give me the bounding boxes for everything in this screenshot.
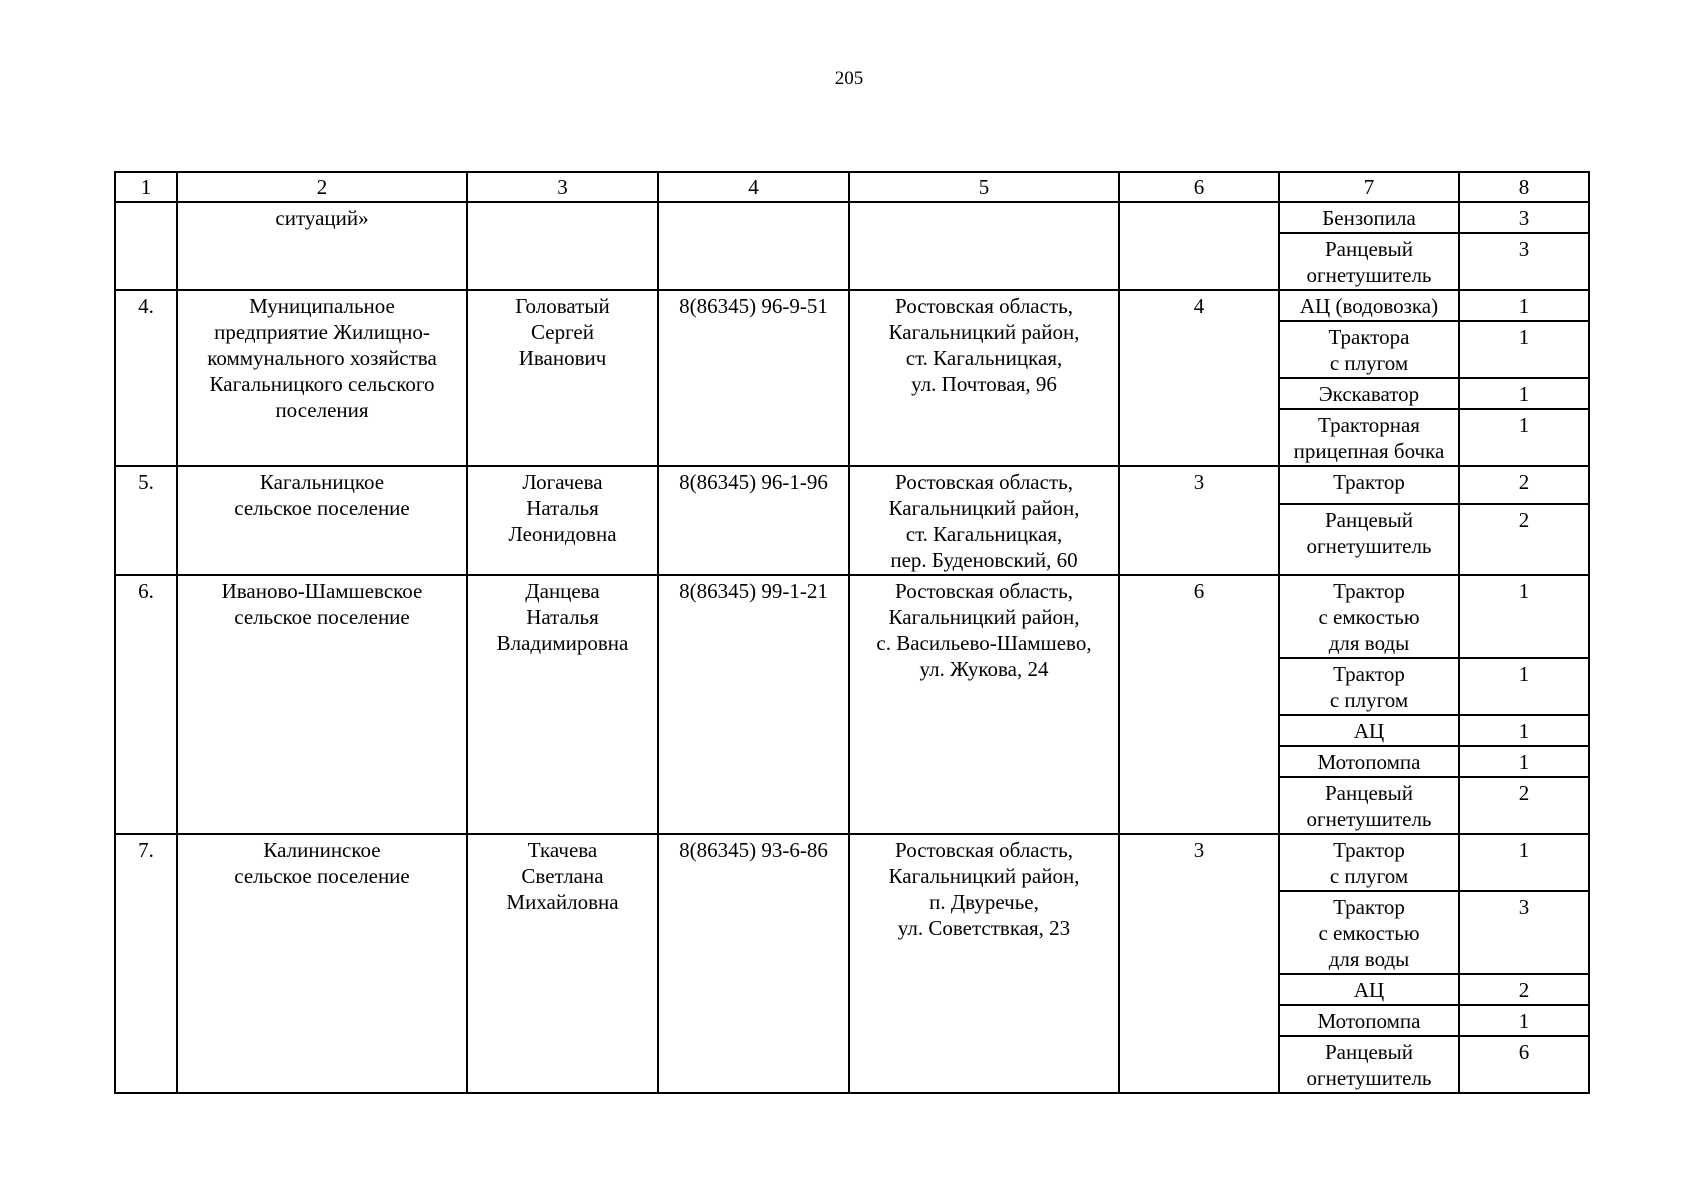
- column-header: 6: [1119, 172, 1279, 202]
- equipment-name-cell: Ранцевый огнетушитель: [1279, 777, 1459, 834]
- address-cell: Ростовская область, Кагальницкий район, п. Двуречье, ул. Советствкая, 23: [849, 834, 1119, 1093]
- row-number-cell: [115, 202, 177, 290]
- organization-cell: Иваново-Шамшевское сельское поселение: [177, 575, 467, 834]
- column-header: 5: [849, 172, 1119, 202]
- column-header: 8: [1459, 172, 1589, 202]
- equipment-qty-cell: 3: [1459, 233, 1589, 290]
- equipment-qty-cell: 1: [1459, 409, 1589, 466]
- row-number-cell: 6.: [115, 575, 177, 834]
- equipment-qty-cell: 2: [1459, 974, 1589, 1005]
- personnel-count-cell: 3: [1119, 834, 1279, 1093]
- equipment-name-cell: Тракторная прицепная бочка: [1279, 409, 1459, 466]
- head-name-cell: [467, 202, 658, 290]
- column-number-row: [115, 172, 1589, 202]
- equipment-qty-cell: 1: [1459, 378, 1589, 409]
- table-row: [115, 202, 1589, 233]
- row-number-cell: 4.: [115, 290, 177, 466]
- phone-cell: 8(86345) 99-1-21: [658, 575, 849, 834]
- equipment-qty-cell: 6: [1459, 1036, 1589, 1093]
- personnel-count-cell: 3: [1119, 466, 1279, 575]
- equipment-qty-cell: 1: [1459, 290, 1589, 321]
- column-header: 1: [115, 172, 177, 202]
- column-header: 2: [177, 172, 467, 202]
- head-name-cell: Ткачева Светлана Михайловна: [467, 834, 658, 1093]
- equipment-name-cell: Трактор с емкостью для воды: [1279, 575, 1459, 658]
- personnel-count-cell: [1119, 202, 1279, 290]
- table-row: [115, 290, 1589, 321]
- address-cell: Ростовская область, Кагальницкий район, ст. Кагальницкая, пер. Буденовский, 60: [849, 466, 1119, 575]
- head-name-cell: Логачева Наталья Леонидовна: [467, 466, 658, 575]
- phone-cell: 8(86345) 96-1-96: [658, 466, 849, 575]
- page-number: 205: [834, 68, 864, 89]
- equipment-name-cell: Трактора с плугом: [1279, 321, 1459, 378]
- equipment-qty-cell: 1: [1459, 321, 1589, 378]
- equipment-qty-cell: 2: [1459, 466, 1589, 504]
- head-name-cell: Головатый Сергей Иванович: [467, 290, 658, 466]
- equipment-name-cell: Мотопомпа: [1279, 746, 1459, 777]
- table-row: [115, 575, 1589, 658]
- equipment-name-cell: Ранцевый огнетушитель: [1279, 1036, 1459, 1093]
- organization-cell: Муниципальное предприятие Жилищно- коммунального хозяйства Кагальницкого сельского поселения: [177, 290, 467, 466]
- equipment-qty-cell: 1: [1459, 834, 1589, 891]
- equipment-name-cell: Ранцевый огнетушитель: [1279, 233, 1459, 290]
- equipment-name-cell: АЦ (водовозка): [1279, 290, 1459, 321]
- row-number-cell: 7.: [115, 834, 177, 1093]
- table-row: [115, 466, 1589, 504]
- table-row: [115, 834, 1589, 891]
- organization-cell: Кагальницкое сельское поселение: [177, 466, 467, 575]
- column-header: 4: [658, 172, 849, 202]
- equipment-name-cell: Трактор с плугом: [1279, 834, 1459, 891]
- equipment-qty-cell: 1: [1459, 746, 1589, 777]
- equipment-name-cell: Экскаватор: [1279, 378, 1459, 409]
- address-cell: [849, 202, 1119, 290]
- equipment-qty-cell: 2: [1459, 777, 1589, 834]
- equipment-qty-cell: 1: [1459, 1005, 1589, 1036]
- equipment-qty-cell: 2: [1459, 504, 1589, 575]
- personnel-count-cell: 6: [1119, 575, 1279, 834]
- phone-cell: 8(86345) 93-6-86: [658, 834, 849, 1093]
- equipment-qty-cell: 3: [1459, 202, 1589, 233]
- equipment-name-cell: АЦ: [1279, 715, 1459, 746]
- organization-cell: Калининское сельское поселение: [177, 834, 467, 1093]
- equipment-qty-cell: 1: [1459, 658, 1589, 715]
- equipment-name-cell: Бензопила: [1279, 202, 1459, 233]
- phone-cell: [658, 202, 849, 290]
- column-header: 7: [1279, 172, 1459, 202]
- equipment-name-cell: Ранцевый огнетушитель: [1279, 504, 1459, 575]
- equipment-qty-cell: 1: [1459, 575, 1589, 658]
- column-header: 3: [467, 172, 658, 202]
- phone-cell: 8(86345) 96-9-51: [658, 290, 849, 466]
- row-number-cell: 5.: [115, 466, 177, 575]
- head-name-cell: Данцева Наталья Владимировна: [467, 575, 658, 834]
- equipment-name-cell: Трактор: [1279, 466, 1459, 504]
- equipment-qty-cell: 3: [1459, 891, 1589, 974]
- equipment-table: [114, 171, 1590, 1094]
- organization-cell: ситуаций»: [177, 202, 467, 290]
- address-cell: Ростовская область, Кагальницкий район, ст. Кагальницкая, ул. Почтовая, 96: [849, 290, 1119, 466]
- personnel-count-cell: 4: [1119, 290, 1279, 466]
- equipment-name-cell: АЦ: [1279, 974, 1459, 1005]
- equipment-qty-cell: 1: [1459, 715, 1589, 746]
- table-body: [115, 172, 1589, 1093]
- equipment-name-cell: Трактор с емкостью для воды: [1279, 891, 1459, 974]
- address-cell: Ростовская область, Кагальницкий район, с. Васильево-Шамшево, ул. Жукова, 24: [849, 575, 1119, 834]
- equipment-name-cell: Мотопомпа: [1279, 1005, 1459, 1036]
- equipment-name-cell: Трактор с плугом: [1279, 658, 1459, 715]
